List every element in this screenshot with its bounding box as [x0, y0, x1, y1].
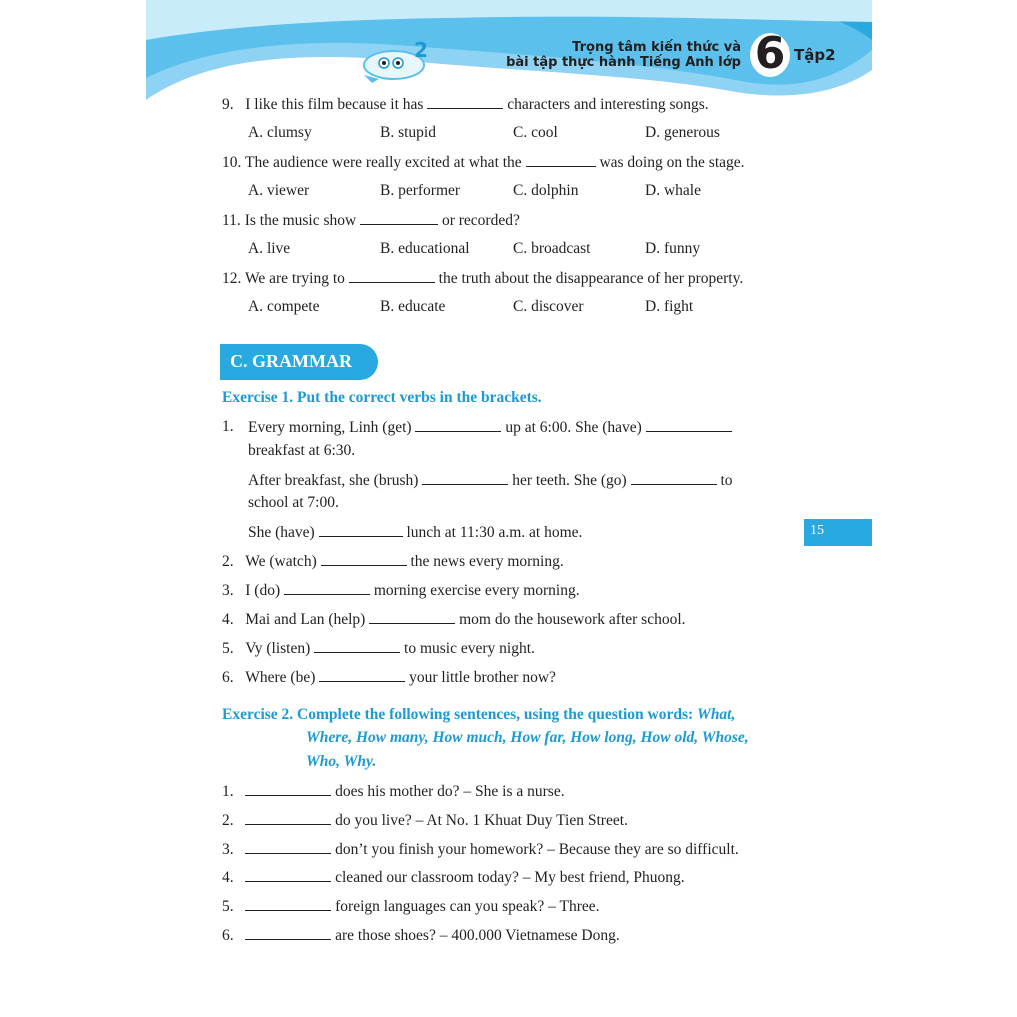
option-b: B. educational: [380, 240, 470, 257]
answer-blank[interactable]: [369, 609, 455, 624]
option-a: A. clumsy: [248, 124, 312, 141]
answer-blank[interactable]: [526, 152, 596, 167]
option-a: A. viewer: [248, 182, 310, 199]
option-b: B. educate: [380, 298, 446, 315]
section-title: C. GRAMMAR: [230, 351, 352, 371]
ex1-question-1-line4: school at 7:00.: [248, 494, 339, 511]
option-a: A. live: [248, 240, 291, 257]
option-c: C. cool: [513, 124, 558, 141]
ex2-question-4: 4. cleaned our classroom today? – My best friend, Phuong.: [222, 869, 685, 886]
exercise-1-title: Exercise 1. Put the correct verbs in the brackets.: [222, 389, 542, 406]
header-title-line1: Trọng tâm kiến thức và: [572, 40, 741, 55]
ex1-question-1-text: Every morning, Linh (get) up at 6:00. She (have): [248, 417, 732, 438]
answer-blank[interactable]: [321, 551, 407, 566]
ex1-question-4: 4. Mai and Lan (help) mom do the housework after school.: [222, 611, 686, 628]
grade-number: 6: [754, 28, 786, 79]
option-d: D. whale: [645, 182, 701, 199]
answer-blank[interactable]: [360, 210, 438, 225]
question-11: 11. Is the music show or recorded?: [222, 212, 520, 229]
option-c: C. broadcast: [513, 240, 591, 257]
exercise-2-title-line3: Who, Why.: [306, 753, 377, 770]
answer-blank[interactable]: [427, 94, 503, 109]
answer-blank[interactable]: [646, 417, 732, 432]
answer-blank[interactable]: [415, 417, 501, 432]
header-title-line2: bài tập thực hành Tiếng Anh lớp: [506, 55, 741, 70]
question-9: 9. I like this film because it has characters and interesting songs.: [222, 96, 709, 113]
ex1-question-1-line1: 1.: [222, 418, 234, 435]
answer-blank[interactable]: [319, 522, 403, 537]
option-b: B. performer: [380, 182, 461, 199]
answer-blank[interactable]: [245, 867, 331, 882]
ex1-question-1-line2: breakfast at 6:30.: [248, 442, 356, 459]
ex1-question-6: 6. Where (be) your little brother now?: [222, 669, 556, 686]
answer-blank[interactable]: [349, 268, 435, 283]
option-a: A. compete: [248, 298, 320, 315]
answer-blank[interactable]: [631, 470, 717, 485]
option-d: D. fight: [645, 298, 694, 315]
ex2-question-5: 5. foreign languages can you speak? – Three.: [222, 898, 600, 915]
option-c: C. discover: [513, 298, 584, 315]
exercise-2-title-line1: Exercise 2. Complete the following sentences, using the question words: What,: [222, 706, 736, 723]
option-c: C. dolphin: [513, 182, 579, 199]
answer-blank[interactable]: [245, 810, 331, 825]
page-number: 15: [810, 523, 824, 538]
ex1-question-3: 3. I (do) morning exercise every morning.: [222, 582, 580, 599]
answer-blank[interactable]: [319, 667, 405, 682]
option-d: D. funny: [645, 240, 701, 257]
answer-blank[interactable]: [245, 896, 331, 911]
option-d: D. generous: [645, 124, 720, 141]
ex2-question-1: 1. does his mother do? – She is a nurse.: [222, 783, 565, 800]
option-b: B. stupid: [380, 124, 436, 141]
ex2-question-3: 3. don’t you finish your homework? – Because they are so difficult.: [222, 841, 739, 858]
mascot-number: 2: [414, 38, 428, 62]
ex2-question-6: 6. are those shoes? – 400.000 Vietnamese Dong.: [222, 927, 620, 944]
answer-blank[interactable]: [245, 781, 331, 796]
ex2-question-2: 2. do you live? – At No. 1 Khuat Duy Tien Street.: [222, 812, 628, 829]
ex1-question-1-line5: She (have) lunch at 11:30 a.m. at home.: [248, 524, 583, 541]
volume-label: Tập2: [794, 46, 836, 64]
answer-blank[interactable]: [284, 580, 370, 595]
answer-blank[interactable]: [314, 638, 400, 653]
ex1-question-5: 5. Vy (listen) to music every night.: [222, 640, 535, 657]
answer-blank[interactable]: [422, 470, 508, 485]
ex1-question-1-line3: After breakfast, she (brush) her teeth. She (go) to: [248, 472, 733, 489]
answer-blank[interactable]: [245, 925, 331, 940]
question-10: 10. The audience were really excited at what the was doing on the stage.: [222, 154, 745, 171]
mascot-icon: [354, 35, 439, 85]
exercise-2-title-line2: Where, How many, How much, How far, How long, How old, Whose,: [306, 729, 749, 746]
question-12: 12. We are trying to the truth about the disappearance of her property.: [222, 270, 744, 287]
ex1-question-2: 2. We (watch) the news every morning.: [222, 553, 564, 570]
answer-blank[interactable]: [245, 839, 331, 854]
